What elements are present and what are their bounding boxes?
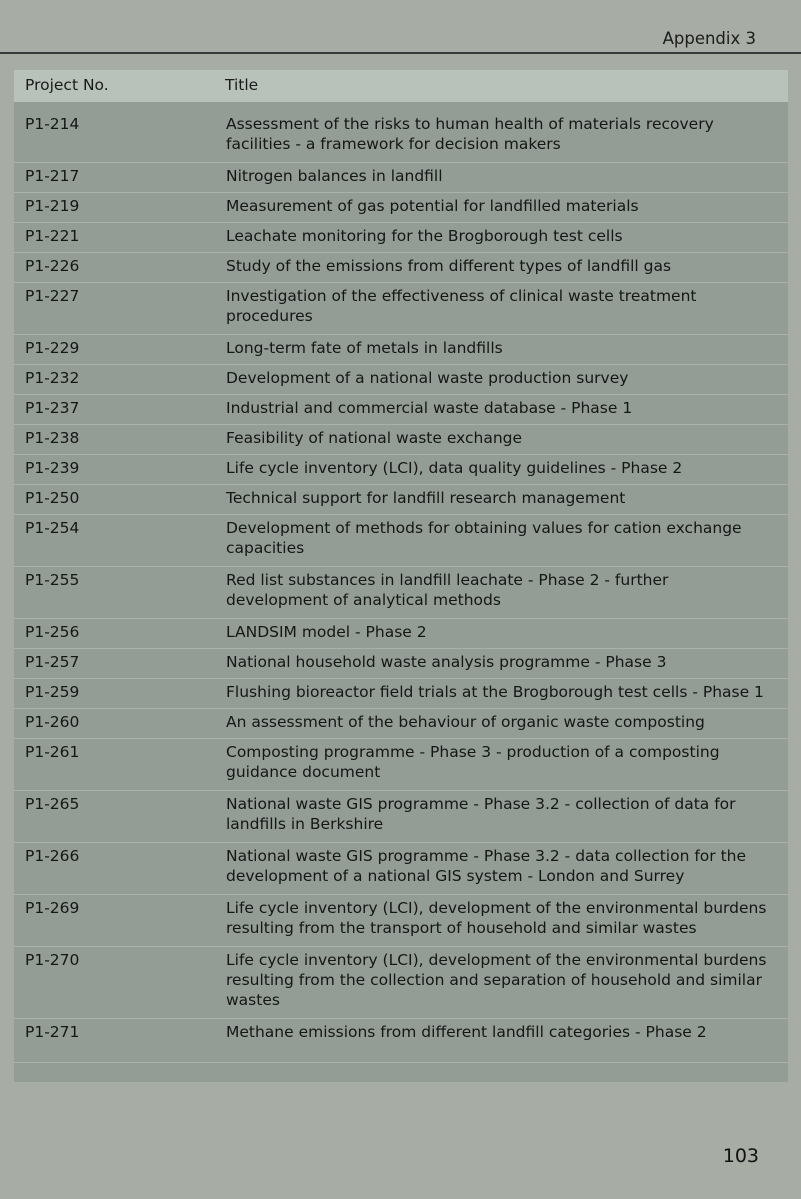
project-title: Life cycle inventory (LCI), development of the environmental burdens resulting from the transport of household and similar wastes [226,899,767,937]
project-number: P1-229 [25,339,80,357]
running-header: Appendix 3 [662,29,756,48]
table-row [14,454,788,485]
project-number: P1-217 [25,167,80,185]
project-title: Measurement of gas potential for landfilled materials [226,197,639,215]
table-row [14,282,788,335]
project-number: P1-227 [25,287,80,305]
table-row [14,678,788,709]
table-header [14,70,788,102]
table-row [14,110,788,163]
project-number: P1-269 [25,899,80,917]
page-number: 103 [722,1145,759,1167]
project-number: P1-259 [25,683,80,701]
project-title: Composting programme - Phase 3 - production of a composting guidance document [226,743,720,781]
table-row [14,514,788,567]
project-number: P1-256 [25,623,80,641]
project-number: P1-214 [25,115,80,133]
table-row [14,484,788,515]
header-rule [0,52,801,54]
table-row [14,790,788,843]
table-row [14,708,788,739]
project-title: Flushing bioreactor field trials at the Brogborough test cells - Phase 1 [226,683,764,701]
project-title: Technical support for landfill research management [226,489,626,507]
table-row [14,424,788,455]
project-title: Nitrogen balances in landfill [226,167,443,185]
project-title: National waste GIS programme - Phase 3.2 - data collection for the development of a national GIS system - London and Surrey [226,847,747,885]
project-title: An assessment of the behaviour of organic waste composting [226,713,705,731]
table-row [14,946,788,1019]
column-header-project-no: Project No. [25,76,109,94]
project-title: Red list substances in landfill leachate - Phase 2 - further development of analytical methods [226,571,669,609]
table-row [14,648,788,679]
table-row [14,566,788,619]
project-title: Life cycle inventory (LCI), data quality guidelines - Phase 2 [226,459,683,477]
project-number: P1-237 [25,399,80,417]
project-title: Leachate monitoring for the Brogborough test cells [226,227,623,245]
project-title: National household waste analysis programme - Phase 3 [226,653,667,671]
table-row [14,364,788,395]
table-row [14,334,788,365]
project-title: Study of the emissions from different types of landfill gas [226,257,672,275]
project-title: Assessment of the risks to human health of materials recovery facilities - a framework for decision makers [226,115,714,153]
project-number: P1-239 [25,459,80,477]
project-title: Investigation of the effectiveness of clinical waste treatment procedures [226,287,697,325]
project-title: National waste GIS programme - Phase 3.2 - collection of data for landfills in Berkshire [226,795,736,833]
project-title: Development of a national waste production survey [226,369,629,387]
project-number: P1-265 [25,795,80,813]
project-number: P1-255 [25,571,80,589]
table-row [14,738,788,791]
project-number: P1-226 [25,257,80,275]
project-title: Methane emissions from different landfill categories - Phase 2 [226,1023,707,1041]
project-number: P1-219 [25,197,80,215]
table-row [14,394,788,425]
table-row [14,192,788,223]
project-number: P1-266 [25,847,80,865]
table-row [14,252,788,283]
project-title: Life cycle inventory (LCI), development of the environmental burdens resulting from the collection and separation of household and similar wastes [226,951,767,1009]
project-number: P1-261 [25,743,80,761]
table-row [14,618,788,649]
table-row [14,894,788,947]
project-number: P1-238 [25,429,80,447]
project-number: P1-260 [25,713,80,731]
project-title: Feasibility of national waste exchange [226,429,523,447]
project-number: P1-232 [25,369,80,387]
table-row [14,842,788,895]
project-title: LANDSIM model - Phase 2 [226,623,427,641]
column-header-title: Title [225,76,259,94]
project-number: P1-271 [25,1023,80,1041]
project-title: Development of methods for obtaining values for cation exchange capacities [226,519,742,557]
project-number: P1-257 [25,653,80,671]
project-number: P1-270 [25,951,80,969]
project-title: Industrial and commercial waste database - Phase 1 [226,399,633,417]
project-title: Long-term fate of metals in landfills [226,339,503,357]
table-row [14,162,788,193]
project-number: P1-254 [25,519,80,537]
table-row [14,222,788,253]
project-number: P1-250 [25,489,80,507]
project-number: P1-221 [25,227,80,245]
table-row [14,1018,788,1063]
